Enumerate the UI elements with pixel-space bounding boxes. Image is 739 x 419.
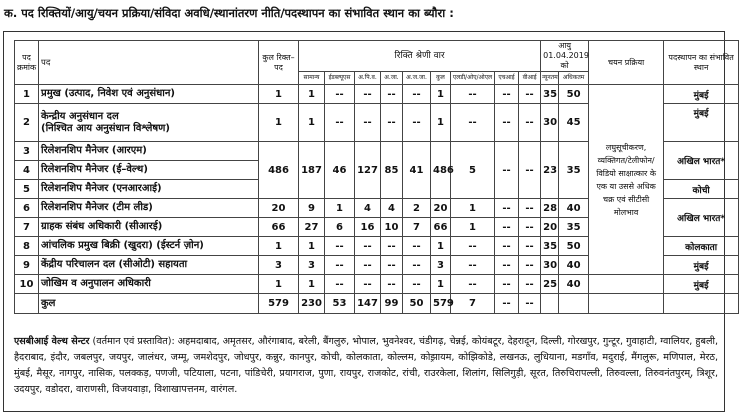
total-row — [15, 294, 739, 314]
row-cat-cell: -- — [355, 237, 381, 256]
wealth-centres-lead: एसबीआई वेल्थ सेन्टर — [14, 336, 90, 347]
row-post: रिलेशनशिप मैनेजर (आरएम) — [39, 142, 259, 161]
row-age-min: 35 — [541, 237, 559, 256]
row-cat-cell: -- — [325, 275, 355, 294]
row-cat-cell: -- — [519, 237, 541, 256]
row-cat-cell: 2 — [403, 199, 431, 218]
row-cat-cell: 1 — [431, 237, 451, 256]
row-cat-cell: 1 — [451, 218, 495, 237]
wealth-centres-note — [14, 334, 718, 398]
row-cat-cell: -- — [325, 256, 355, 275]
total-cat-cell: -- — [495, 294, 519, 314]
row-location: मुंबई — [664, 85, 739, 104]
row-age-max: 35 — [559, 218, 589, 237]
row-age-min: 30 — [541, 256, 559, 275]
total-cat-cell: 579 — [431, 294, 451, 314]
selection-process: लघुसूचीकरण, व्यक्तिगत/टेलीफोन/विडियो साक्षात्कार के एक या उससे अधिक चक्र एवं सीटीसी मोलभाव — [589, 85, 664, 275]
row-cat-cell: -- — [451, 104, 495, 142]
header-cat-st: अ.ज.जा. — [403, 72, 431, 85]
rm-group-cat-cell: 85 — [381, 142, 403, 199]
row-post-no: 2 — [15, 104, 39, 142]
row-cat-cell: -- — [403, 275, 431, 294]
row-cat-cell: 10 — [381, 218, 403, 237]
total-location-empty — [664, 294, 739, 314]
header-cat-ld: एलडी/ओए/ओएल — [451, 72, 495, 85]
row-cat-cell: 3 — [299, 256, 325, 275]
header-location: पदस्थापन का संभावित स्थान — [664, 41, 739, 85]
row-cat-cell: 9 — [299, 199, 325, 218]
row-cat-cell: -- — [325, 237, 355, 256]
header-cat-ews: ईडब्ल्यूएस — [325, 72, 355, 85]
vacancy-table — [14, 40, 739, 314]
row-cat-cell: -- — [519, 199, 541, 218]
row-cat-cell: 1 — [431, 104, 451, 142]
row-cat-cell: 7 — [403, 218, 431, 237]
wealth-centres-list: (वर्तमान एवं प्रस्तावित): अहमदाबाद, अमृतसर, औरंगाबाद, बरेली, बैंगलुरु, भोपाल, भुवनेश्वर, चंडीगढ़, चेन्नई, कोयंबटूर, देहरादून, दिल्ली, गोरखपुर, गुन्टूर, गुवाहाटी, ग्वालियर, हुबली, हैदराबाद, इंदौर, जबलपुर, जयपुर, जालंधर, जम्मू, जमशेदपुर, जोधपुर, कन्नुर, कानपुर, कोची, कोलकाता, कोल्लम, कोझ़ायम, कोझिकोडे, लखनऊ, लुधियाना, मडगाँव, मदुराई, मैंगलुरू, मणिपाल, मेरठ, मुंबई, मैसूर, नागपुर, नासिक, पलक्कड़, पणजी, पटियाला, पटना, पांडिचेरी, प्रयागराज, पुणा, रायपुर, राजकोट, रांची, राउरकेला, शिलांग, सिलिगुड़ी, सूरत, तिरुचिरापल्ली, तिरुवल्ला, तिरुवनंतपुरम्, त्रिशूर, उदयपुर, वडोदरा, वाराणसी, विजयवाड़ा, विशाखापत्तनम, वारंगल. — [14, 336, 719, 395]
row-post: ग्राहक संबंध अधिकारी (सीआरई) — [39, 218, 259, 237]
row-cat-cell: 16 — [355, 218, 381, 237]
row-cat-cell: 27 — [299, 218, 325, 237]
total-age-empty — [559, 294, 589, 314]
row-post: आंचलिक प्रमुख बिक्री (खुदरा) (ईस्टर्न ज़ोन) — [39, 237, 259, 256]
row-age-max: 40 — [559, 199, 589, 218]
header-cat-total: कुल — [431, 72, 451, 85]
row-cat-cell: -- — [451, 85, 495, 104]
header-cat-hi: एचआई — [495, 72, 519, 85]
row-cat-cell: -- — [403, 104, 431, 142]
row-cat-cell: -- — [495, 104, 519, 142]
row-location: मुंबई — [664, 104, 739, 142]
row-cat-cell: -- — [355, 85, 381, 104]
row-post: प्रमुख (उत्पाद, निवेश एवं अनुसंधान) — [39, 85, 259, 104]
row-cat-cell: -- — [381, 275, 403, 294]
total-cat-cell: -- — [519, 294, 541, 314]
row-age-max: 40 — [559, 275, 589, 294]
total-cat-cell: 50 — [403, 294, 431, 314]
rm-group-cat-cell: 127 — [355, 142, 381, 199]
header-age-max: अधिकतम — [559, 72, 589, 85]
rm-group-cat-cell: 41 — [403, 142, 431, 199]
row-age-min: 35 — [541, 85, 559, 104]
rm-group-age-min: 23 — [541, 142, 559, 199]
row-selection-empty — [589, 275, 664, 294]
row-cat-cell: 1 — [299, 237, 325, 256]
row-cat-cell: -- — [325, 85, 355, 104]
row-post-no: 5 — [15, 180, 39, 199]
row-cat-cell: -- — [519, 85, 541, 104]
location-kochi: कोची — [664, 180, 739, 199]
row-cat-cell: 66 — [431, 218, 451, 237]
row-cat-cell: -- — [519, 104, 541, 142]
row-cat-cell: -- — [381, 237, 403, 256]
row-cat-cell: -- — [355, 104, 381, 142]
row-cat-cell: -- — [403, 237, 431, 256]
total-age-empty — [541, 294, 559, 314]
row-post-no: 3 — [15, 142, 39, 161]
row-post: रिलेशनशिप मैनेजर (ई–वेल्थ) — [39, 161, 259, 180]
header-cat-vi: वीआई — [519, 72, 541, 85]
row-post-line1: केन्द्रीय अनुसंधान दल — [41, 110, 119, 122]
total-cat-cell: 99 — [381, 294, 403, 314]
row-cat-cell: 1 — [299, 104, 325, 142]
table-row — [15, 275, 739, 294]
row-cat-cell: 1 — [299, 85, 325, 104]
row-location: मुंबई — [664, 275, 739, 294]
row-age-min: 28 — [541, 199, 559, 218]
row-post-line2: (निश्चित आय अनुसंधान विश्लेषण) — [41, 122, 170, 134]
rm-group-cat-cell: -- — [495, 142, 519, 199]
rm-group-cat-cell: 46 — [325, 142, 355, 199]
row-location: मुंबई — [664, 256, 739, 275]
row-post-no: 6 — [15, 199, 39, 218]
row-cat-cell: -- — [381, 85, 403, 104]
header-cat-sc: अ.जा. — [381, 72, 403, 85]
row-total: 1 — [259, 275, 299, 294]
header-age-min: न्यूनतम — [541, 72, 559, 85]
rm-group-cat-cell: 486 — [431, 142, 451, 199]
section-heading: क. पद रिक्तियों/आयु/चयन प्रक्रिया/संविदा अवधि/स्थानांतरण नीति/पदस्थापन का संभावित स्थान का ब्यौरा : — [4, 6, 454, 20]
row-post-no: 8 — [15, 237, 39, 256]
row-cat-cell: -- — [495, 256, 519, 275]
row-cat-cell: -- — [381, 104, 403, 142]
row-post-no: 9 — [15, 256, 39, 275]
row-total: 3 — [259, 256, 299, 275]
row-cat-cell: -- — [495, 85, 519, 104]
rm-group-cat-cell: -- — [519, 142, 541, 199]
row-cat-cell: -- — [325, 104, 355, 142]
row-cat-cell: -- — [519, 275, 541, 294]
row-cat-cell: -- — [451, 275, 495, 294]
row-location: कोलकाता — [664, 237, 739, 256]
row-age-min: 30 — [541, 104, 559, 142]
row-cat-cell: 3 — [431, 256, 451, 275]
total-selection-empty — [589, 294, 664, 314]
rm-group-total: 486 — [259, 142, 299, 199]
rm-group-age-max: 35 — [559, 142, 589, 199]
location-all-india: अखिल भारत* — [664, 142, 739, 180]
row-post: रिलेशनशिप मैनेजर (एनआरआई) — [39, 180, 259, 199]
row-cat-cell: 1 — [431, 275, 451, 294]
header-cat-obc: अ.पि.व. — [355, 72, 381, 85]
row-cat-cell: 1 — [431, 85, 451, 104]
row-cat-cell: -- — [495, 199, 519, 218]
row-post: जोखिम व अनुपालन अधिकारी — [39, 275, 259, 294]
row-cat-cell: 4 — [355, 199, 381, 218]
row-age-max: 50 — [559, 85, 589, 104]
row-post-no: 4 — [15, 161, 39, 180]
row-age-min: 20 — [541, 218, 559, 237]
row-post — [39, 104, 259, 142]
rm-group-cat-cell: 187 — [299, 142, 325, 199]
row-cat-cell: -- — [355, 275, 381, 294]
row-total: 1 — [259, 85, 299, 104]
row-total: 66 — [259, 218, 299, 237]
row-cat-cell: 1 — [451, 199, 495, 218]
total-row-empty — [15, 294, 39, 314]
row-cat-cell: -- — [495, 237, 519, 256]
row-post-no: 7 — [15, 218, 39, 237]
row-cat-cell: -- — [451, 256, 495, 275]
location-all-india: अखिल भारत* — [664, 199, 739, 237]
row-post-no: 1 — [15, 85, 39, 104]
row-total: 1 — [259, 237, 299, 256]
rm-group-cat-cell: 5 — [451, 142, 495, 199]
row-post: रिलेशनशिप मैनेजर (टीम लीड) — [39, 199, 259, 218]
total-vacancies: 579 — [259, 294, 299, 314]
header-post-no: पद क्रमांक — [15, 41, 39, 85]
total-cat-cell: 147 — [355, 294, 381, 314]
header-post: पद — [39, 41, 259, 85]
row-cat-cell: -- — [381, 256, 403, 275]
total-cat-cell: 230 — [299, 294, 325, 314]
vacancy-frame — [3, 31, 734, 412]
header-total-vacancies: कुल रिक्त–पद — [259, 41, 299, 85]
header-cat-general: सामान्य — [299, 72, 325, 85]
header-age: आयु 01.04.2019 को — [541, 41, 589, 72]
row-cat-cell: 6 — [325, 218, 355, 237]
row-total: 1 — [259, 104, 299, 142]
row-cat-cell: 20 — [431, 199, 451, 218]
row-cat-cell: -- — [355, 256, 381, 275]
header-selection: चयन प्रक्रिया — [589, 41, 664, 85]
row-cat-cell: 1 — [325, 199, 355, 218]
header-category-wise: रिक्ति श्रेणी वार — [299, 41, 541, 72]
total-cat-cell: 7 — [451, 294, 495, 314]
row-total: 20 — [259, 199, 299, 218]
row-cat-cell: 4 — [381, 199, 403, 218]
row-cat-cell: -- — [519, 256, 541, 275]
row-cat-cell: 1 — [299, 275, 325, 294]
row-cat-cell: -- — [403, 85, 431, 104]
row-cat-cell: -- — [403, 256, 431, 275]
row-cat-cell: -- — [495, 275, 519, 294]
total-label: कुल — [39, 294, 259, 314]
row-cat-cell: -- — [495, 218, 519, 237]
total-cat-cell: 53 — [325, 294, 355, 314]
row-cat-cell: -- — [451, 237, 495, 256]
row-cat-cell: -- — [519, 218, 541, 237]
row-age-max: 40 — [559, 256, 589, 275]
row-post: केंद्रीय परिचालन दल (सीओटी) सहायता — [39, 256, 259, 275]
table-row — [15, 85, 739, 104]
row-age-max: 45 — [559, 104, 589, 142]
row-age-min: 25 — [541, 275, 559, 294]
row-age-max: 50 — [559, 237, 589, 256]
row-post-no: 10 — [15, 275, 39, 294]
